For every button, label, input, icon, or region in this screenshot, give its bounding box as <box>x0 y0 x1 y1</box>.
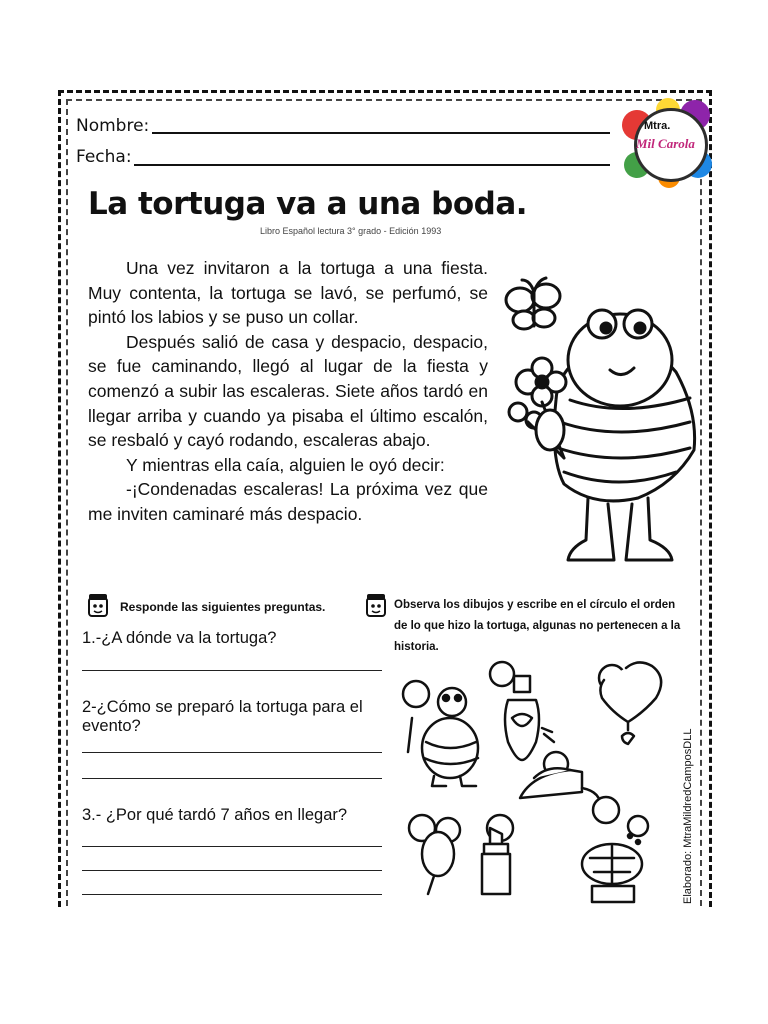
answer-line-3a[interactable] <box>82 846 382 847</box>
logo-line1: Mtra. <box>644 120 671 132</box>
story-paragraph-1: Una vez invitaron a la tortuga a una fiesta. Muy contenta, la tortuga se lavó, se perfumó, se pintó los labios y se puso un collar. <box>88 258 488 328</box>
answer-line-1[interactable] <box>82 670 382 671</box>
question-1: 1.-¿A dónde va la tortuga? <box>82 629 277 647</box>
answer-line-3c[interactable] <box>82 894 382 895</box>
credit-text: Elaborado: MtraMildredCamposDLL <box>682 728 694 904</box>
credit-vertical <box>668 728 694 904</box>
name-label: Nombre: <box>76 116 150 136</box>
sequence-pictures <box>398 658 706 904</box>
story-paragraph-3: Y mientras ella caía, alguien le oyó decir: <box>126 454 445 475</box>
story-text <box>88 256 488 527</box>
story-paragraph-4: -¡Condenadas escaleras! La próxima vez que me inviten caminaré más despacio. <box>88 479 488 524</box>
picture-instructions: Observa los dibujos y escribe en el círculo el orden de lo que hizo la tortuga, algunas no pertenecen a la historia. <box>394 599 681 653</box>
logo-line2: Mil Carola <box>636 136 695 151</box>
hand-mirror-icon <box>409 815 460 894</box>
lipstick-icon <box>482 815 513 894</box>
name-line[interactable] <box>152 132 610 134</box>
answer-line-2b[interactable] <box>82 778 382 779</box>
story-source: Libro Español lectura 3° grado - Edición 1993 <box>260 226 442 236</box>
question-2: 2-¿Cómo se preparó la tortuga para el evento? <box>82 698 363 735</box>
date-label: Fecha: <box>76 147 132 167</box>
perfume-icon <box>490 662 554 760</box>
date-field <box>76 147 132 167</box>
name-field <box>76 116 149 136</box>
questions-header: Responde las siguientes preguntas. <box>120 600 326 614</box>
heart-necklace-icon <box>599 662 661 744</box>
story-title: La tortuga va a una boda. <box>88 186 528 222</box>
iron-icon <box>520 752 600 816</box>
turtle-with-flowers-icon <box>498 272 698 572</box>
answer-line-3b[interactable] <box>82 870 382 871</box>
pencil-character-icon <box>86 592 110 620</box>
question-3: 3.- ¿Por qué tardó 7 años en llegar? <box>82 806 348 824</box>
story-paragraph-2: Después salió de casa y despacio, despacio, se fue caminando, llegó al lugar de la fiesta y comenzó a subir las escaleras. Siete años tardó en llegar arriba y cuando ya pisaba el último escalón, se resbaló y cayó rodando, escaleras abajo. <box>88 331 488 451</box>
author-logo <box>622 100 714 184</box>
butterfly-icon <box>506 278 560 329</box>
answer-line-2a[interactable] <box>82 752 382 753</box>
turtle-bathing-icon <box>582 797 648 902</box>
date-line[interactable] <box>134 164 610 166</box>
turtle-painting-icon <box>403 681 478 786</box>
pencil-character-icon <box>364 592 388 620</box>
